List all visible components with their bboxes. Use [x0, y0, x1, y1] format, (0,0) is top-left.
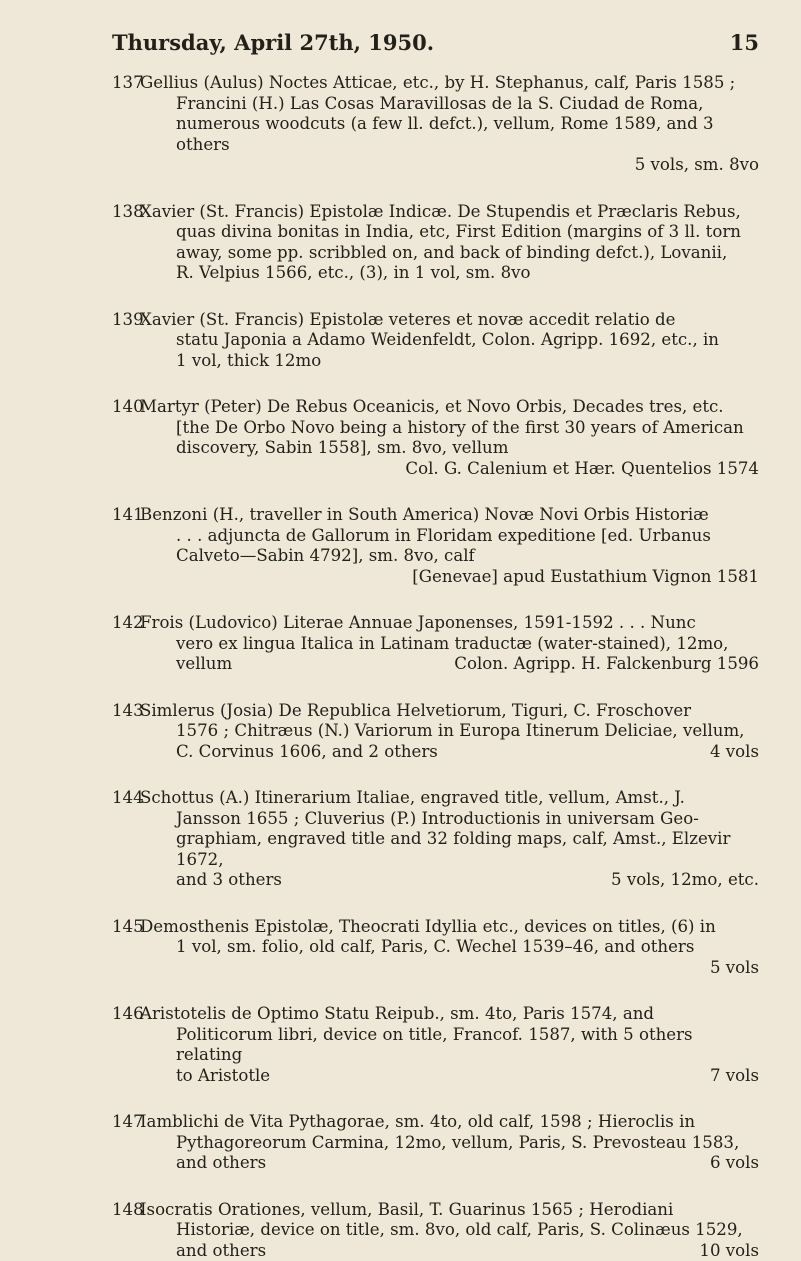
entry-line-imprint: Colon. Agripp. H. Falckenburg 1596	[454, 654, 759, 675]
entry-line: graphiam, engraved title and 32 folding maps, calf, Amst., Elzevir 1672,	[140, 829, 759, 870]
lot-number: 137	[112, 73, 144, 94]
entry-line	[140, 870, 759, 891]
lot-number: 148	[112, 1200, 144, 1221]
entry-line	[140, 742, 759, 763]
lot-entry	[112, 1200, 759, 1261]
entry-line: Martyr (Peter) De Rebus Oceanicis, et Novo Orbis, Decades tres, etc.	[140, 397, 759, 418]
entry-line	[140, 1066, 759, 1087]
lot-entry	[112, 73, 759, 176]
entry-line: . . . adjuncta de Gallorum in Floridam expeditione [ed. Urbanus	[140, 526, 759, 547]
page-number: 15	[730, 30, 759, 55]
entry-line: Isocratis Orationes, vellum, Basil, T. Guarinus 1565 ; Herodiani	[140, 1200, 759, 1221]
lot-number: 144	[112, 788, 144, 809]
entry-line: [the De Orbo Novo being a history of the first 30 years of American	[140, 418, 759, 439]
entry-line: Xavier (St. Francis) Epistolæ Indicæ. De Stupendis et Præclaris Rebus,	[140, 202, 759, 223]
entry-line: 5 vols	[140, 958, 759, 979]
lot-number: 145	[112, 917, 144, 938]
lot-entry	[112, 397, 759, 479]
entry-line: Benzoni (H., traveller in South America) Novæ Novi Orbis Historiæ	[140, 505, 759, 526]
entry-line-start: vellum	[176, 654, 232, 675]
lot-entry	[112, 917, 759, 979]
entry-line-count: 6 vols	[710, 1153, 759, 1174]
entry-line: Pythagoreorum Carmina, 12mo, vellum, Paris, S. Prevosteau 1583,	[140, 1133, 759, 1154]
entry-line: Schottus (A.) Itinerarium Italiae, engraved title, vellum, Amst., J.	[140, 788, 759, 809]
entry-line-count: 7 vols	[710, 1066, 759, 1087]
lot-entry	[112, 701, 759, 763]
lot-number: 141	[112, 505, 144, 526]
lot-entry	[112, 202, 759, 284]
entry-line-count: 10 vols	[699, 1241, 759, 1261]
entry-line: Col. G. Calenium et Hær. Quentelios 1574	[140, 459, 759, 480]
entry-line	[140, 1153, 759, 1174]
entry-line: away, some pp. scribbled on, and back of binding defct.), Lovanii,	[140, 243, 759, 264]
lot-entry	[112, 310, 759, 372]
lot-number: 140	[112, 397, 144, 418]
header-date: Thursday, April 27th, 1950.	[112, 30, 434, 55]
lot-entry	[112, 505, 759, 587]
entry-line: Historiæ, device on title, sm. 8vo, old calf, Paris, S. Colinæus 1529,	[140, 1220, 759, 1241]
lot-number: 138	[112, 202, 144, 223]
entry-line	[140, 1241, 759, 1261]
entry-line: Calveto—Sabin 4792], sm. 8vo, calf	[140, 546, 759, 567]
entry-line: Iamblichi de Vita Pythagorae, sm. 4to, old calf, 1598 ; Hieroclis in	[140, 1112, 759, 1133]
entry-line: statu Japonia a Adamo Weidenfeldt, Colon. Agripp. 1692, etc., in	[140, 330, 759, 351]
lot-entry	[112, 788, 759, 891]
lot-number: 139	[112, 310, 144, 331]
entry-line: 1 vol, sm. folio, old calf, Paris, C. Wechel 1539–46, and others	[140, 937, 759, 958]
lot-entry	[112, 1112, 759, 1174]
lot-number: 142	[112, 613, 144, 634]
entry-line: 1576 ; Chitræus (N.) Variorum in Europa Itinerum Deliciae, vellum,	[140, 721, 759, 742]
lot-number: 147	[112, 1112, 144, 1133]
entry-line: Aristotelis de Optimo Statu Reipub., sm. 4to, Paris 1574, and	[140, 1004, 759, 1025]
lot-entry	[112, 613, 759, 675]
entry-line: numerous woodcuts (a few ll. defct.), vellum, Rome 1589, and 3 others	[140, 114, 759, 155]
entry-line: quas divina bonitas in India, etc, First Edition (margins of 3 ll. torn	[140, 222, 759, 243]
page-header	[112, 30, 759, 55]
entry-line-start: to Aristotle	[176, 1066, 270, 1087]
entry-line: discovery, Sabin 1558], sm. 8vo, vellum	[140, 438, 759, 459]
entry-line: Gellius (Aulus) Noctes Atticae, etc., by H. Stephanus, calf, Paris 1585 ;	[140, 73, 759, 94]
entry-line-start: C. Corvinus 1606, and 2 others	[176, 742, 438, 763]
entry-line-count: 5 vols, 12mo, etc.	[611, 870, 759, 891]
entry-line: [Genevae] apud Eustathium Vignon 1581	[140, 567, 759, 588]
entry-line: 5 vols, sm. 8vo	[140, 155, 759, 176]
entry-line-start: and others	[176, 1153, 266, 1174]
entry-line-start: and others	[176, 1241, 266, 1261]
entry-line: R. Velpius 1566, etc., (3), in 1 vol, sm. 8vo	[140, 263, 759, 284]
entry-line: Francini (H.) Las Cosas Maravillosas de la S. Ciudad de Roma,	[140, 94, 759, 115]
entry-line-start: and 3 others	[176, 870, 282, 891]
entry-line: Demosthenis Epistolæ, Theocrati Idyllia etc., devices on titles, (6) in	[140, 917, 759, 938]
lot-entry	[112, 1004, 759, 1086]
entry-line: Frois (Ludovico) Literae Annuae Japonenses, 1591-1592 . . . Nunc	[140, 613, 759, 634]
entry-line	[140, 654, 759, 675]
entry-line: Politicorum libri, device on title, Francof. 1587, with 5 others relating	[140, 1025, 759, 1066]
entry-line: Jansson 1655 ; Cluverius (P.) Introductionis in universam Geo-	[140, 809, 759, 830]
lot-number: 143	[112, 701, 144, 722]
entry-line: 1 vol, thick 12mo	[140, 351, 759, 372]
lot-number: 146	[112, 1004, 144, 1025]
entry-line-count: 4 vols	[710, 742, 759, 763]
entry-line: vero ex lingua Italica in Latinam traductæ (water-stained), 12mo,	[140, 634, 759, 655]
entry-line: Simlerus (Josia) De Republica Helvetiorum, Tiguri, C. Froschover	[140, 701, 759, 722]
entry-line: Xavier (St. Francis) Epistolæ veteres et novæ accedit relatio de	[140, 310, 759, 331]
